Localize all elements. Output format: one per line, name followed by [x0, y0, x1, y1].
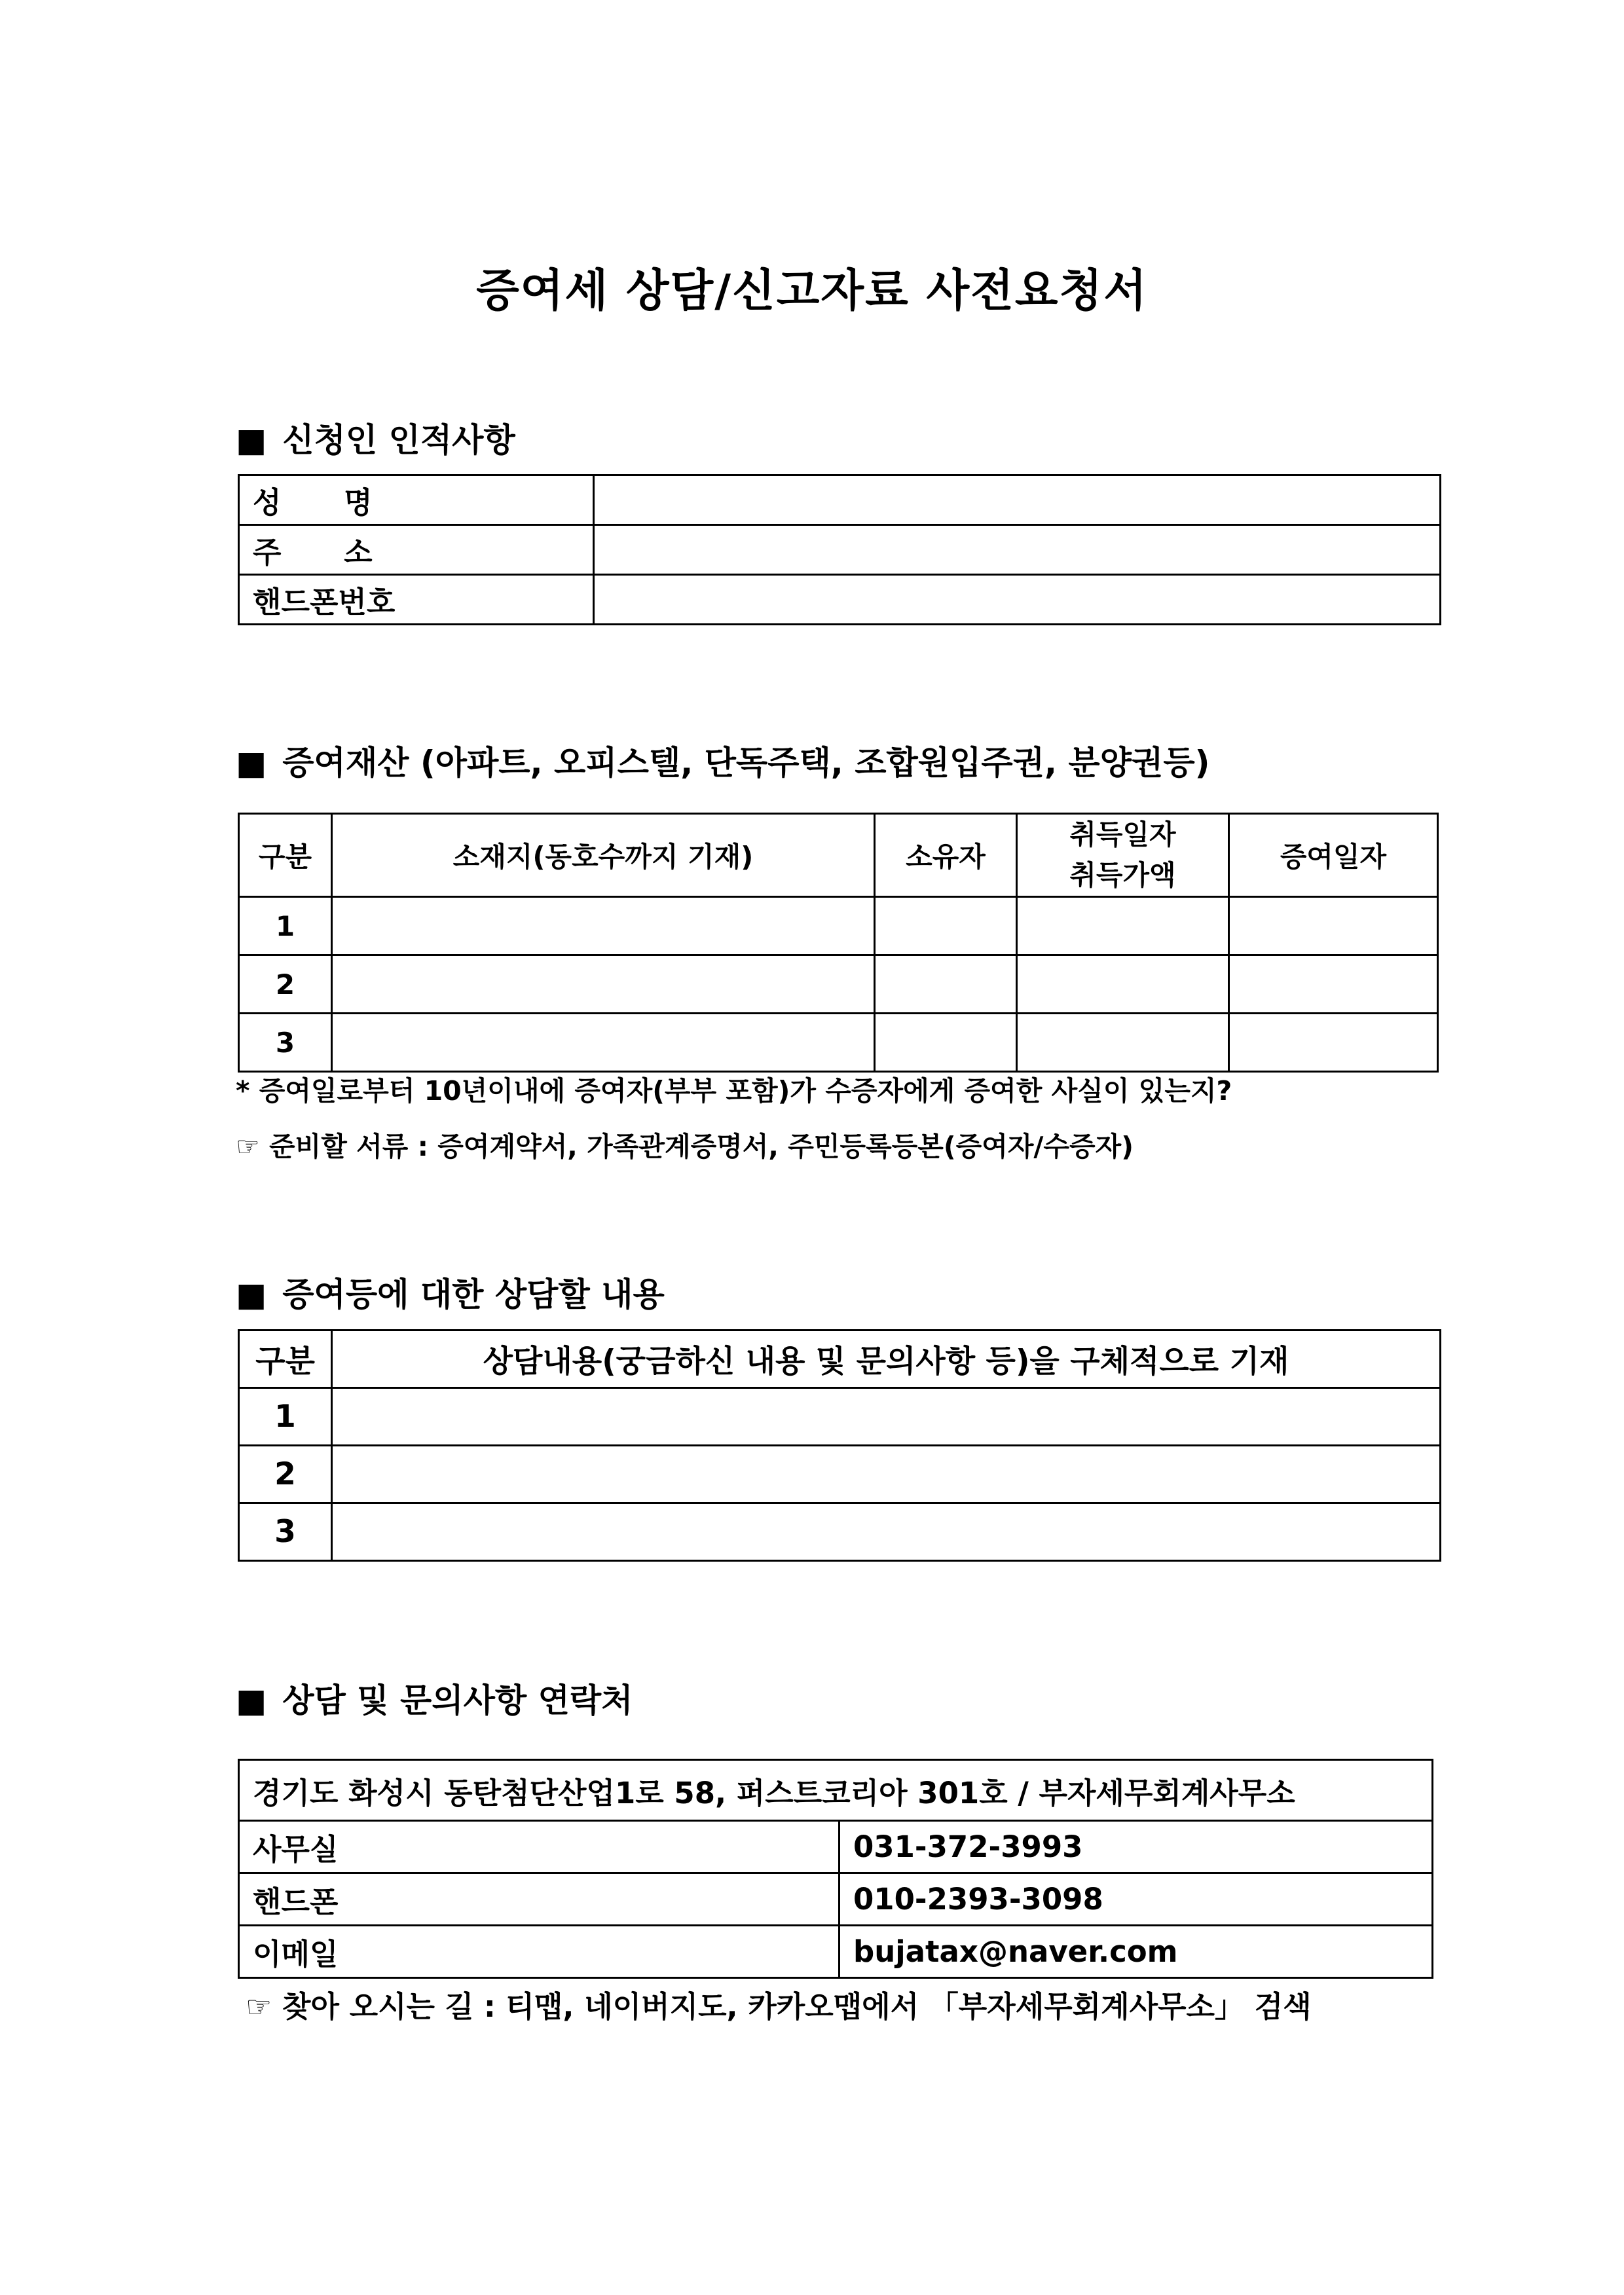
- contact-table: [238, 1759, 1433, 1979]
- table-row: [239, 1014, 1438, 1072]
- office-address: 경기도 화성시 동탄첨단산업1로 58, 퍼스트코리아 301호 / 부자세무회계사무소: [239, 1760, 1433, 1821]
- square-bullet-icon: ■: [236, 1276, 267, 1313]
- page-title: 증여세 상담/신고자료 사전요청서: [476, 265, 1148, 317]
- gift-date-cell[interactable]: [1229, 955, 1438, 1014]
- acquisition-cell[interactable]: [1017, 1014, 1229, 1072]
- email-value[interactable]: bujatax@naver.com: [840, 1926, 1433, 1978]
- location-cell[interactable]: [332, 1014, 875, 1072]
- table-row: [239, 1388, 1441, 1446]
- table-row: [239, 1760, 1433, 1821]
- acquisition-cell[interactable]: [1017, 897, 1229, 955]
- square-bullet-icon: ■: [236, 1681, 267, 1719]
- gift-history-note: * 증여일로부터 10년이내에 증여자(부부 포함)가 수증자에게 증여한 사실이 있는지?: [236, 1075, 1232, 1107]
- table-row: [239, 1446, 1441, 1503]
- table-row: [239, 897, 1438, 955]
- header-acq-date: 취득일자: [1069, 818, 1176, 851]
- location-cell[interactable]: [332, 897, 875, 955]
- directions-note: ☞ 찾아 오시는 길 : 티맵, 네이버지도, 카카오맵에서 「부자세무회계사무소」 검색: [246, 1989, 1312, 2024]
- required-documents-note: ☞ 준비할 서류 : 증여계약서, 가족관계증명서, 주민등록등본(증여자/수증자): [236, 1131, 1134, 1162]
- gift-date-cell[interactable]: [1229, 1014, 1438, 1072]
- section-heading-assets: ■ 증여재산 (아파트, 오피스텔, 단독주택, 조합원입주권, 분양권등): [236, 744, 1210, 782]
- table-row: [239, 1503, 1441, 1561]
- table-row: [239, 1926, 1433, 1978]
- table-header-row: [239, 814, 1438, 897]
- label-office-phone: 사무실: [239, 1821, 840, 1873]
- owner-cell[interactable]: [875, 897, 1017, 955]
- row-number: 3: [239, 1503, 332, 1561]
- acquisition-cell[interactable]: [1017, 955, 1229, 1014]
- consultation-content-cell[interactable]: [332, 1388, 1441, 1446]
- label-address: 주 소: [239, 525, 594, 575]
- header-acq-price: 취득가액: [1069, 859, 1176, 891]
- label-phone: 핸드폰번호: [239, 575, 594, 625]
- table-row: [239, 955, 1438, 1014]
- applicant-table: [238, 474, 1441, 625]
- label-mobile: 핸드폰: [239, 1873, 840, 1926]
- phone-field[interactable]: [594, 575, 1441, 625]
- consultation-content-cell[interactable]: [332, 1503, 1441, 1561]
- table-row: [239, 1821, 1433, 1873]
- section-heading-consultation: ■ 증여등에 대한 상담할 내용: [236, 1276, 665, 1313]
- assets-table: [238, 813, 1439, 1073]
- address-field[interactable]: [594, 525, 1441, 575]
- office-phone-value: 031-372-3993: [840, 1821, 1433, 1873]
- table-header-row: [239, 1331, 1441, 1388]
- mobile-value: 010-2393-3098: [840, 1873, 1433, 1926]
- owner-cell[interactable]: [875, 1014, 1017, 1072]
- section-heading-applicant: ■ 신청인 인적사항: [236, 421, 515, 459]
- owner-cell[interactable]: [875, 955, 1017, 1014]
- row-number: 2: [239, 1446, 332, 1503]
- row-number: 1: [239, 897, 332, 955]
- gift-date-cell[interactable]: [1229, 897, 1438, 955]
- label-email: 이메일: [239, 1926, 840, 1978]
- section-heading-contact: ■ 상담 및 문의사항 연락처: [236, 1681, 633, 1719]
- table-row: [239, 525, 1441, 575]
- row-number: 2: [239, 955, 332, 1014]
- header-location: 소재지(동호수까지 기재): [332, 814, 875, 897]
- header-no: 구분: [239, 814, 332, 897]
- consultation-table: [238, 1329, 1441, 1562]
- location-cell[interactable]: [332, 955, 875, 1014]
- row-number: 3: [239, 1014, 332, 1072]
- header-acquisition: [1017, 814, 1229, 897]
- header-owner: 소유자: [875, 814, 1017, 897]
- table-row: [239, 1873, 1433, 1926]
- header-gift-date: 증여일자: [1229, 814, 1438, 897]
- header-no: 구분: [239, 1331, 332, 1388]
- header-content: 상담내용(궁금하신 내용 및 문의사항 등)을 구체적으로 기재: [332, 1331, 1441, 1388]
- label-name: 성 명: [239, 475, 594, 525]
- table-row: [239, 475, 1441, 525]
- square-bullet-icon: ■: [236, 421, 267, 459]
- row-number: 1: [239, 1388, 332, 1446]
- table-row: [239, 575, 1441, 625]
- name-field[interactable]: [594, 475, 1441, 525]
- consultation-content-cell[interactable]: [332, 1446, 1441, 1503]
- square-bullet-icon: ■: [236, 744, 267, 782]
